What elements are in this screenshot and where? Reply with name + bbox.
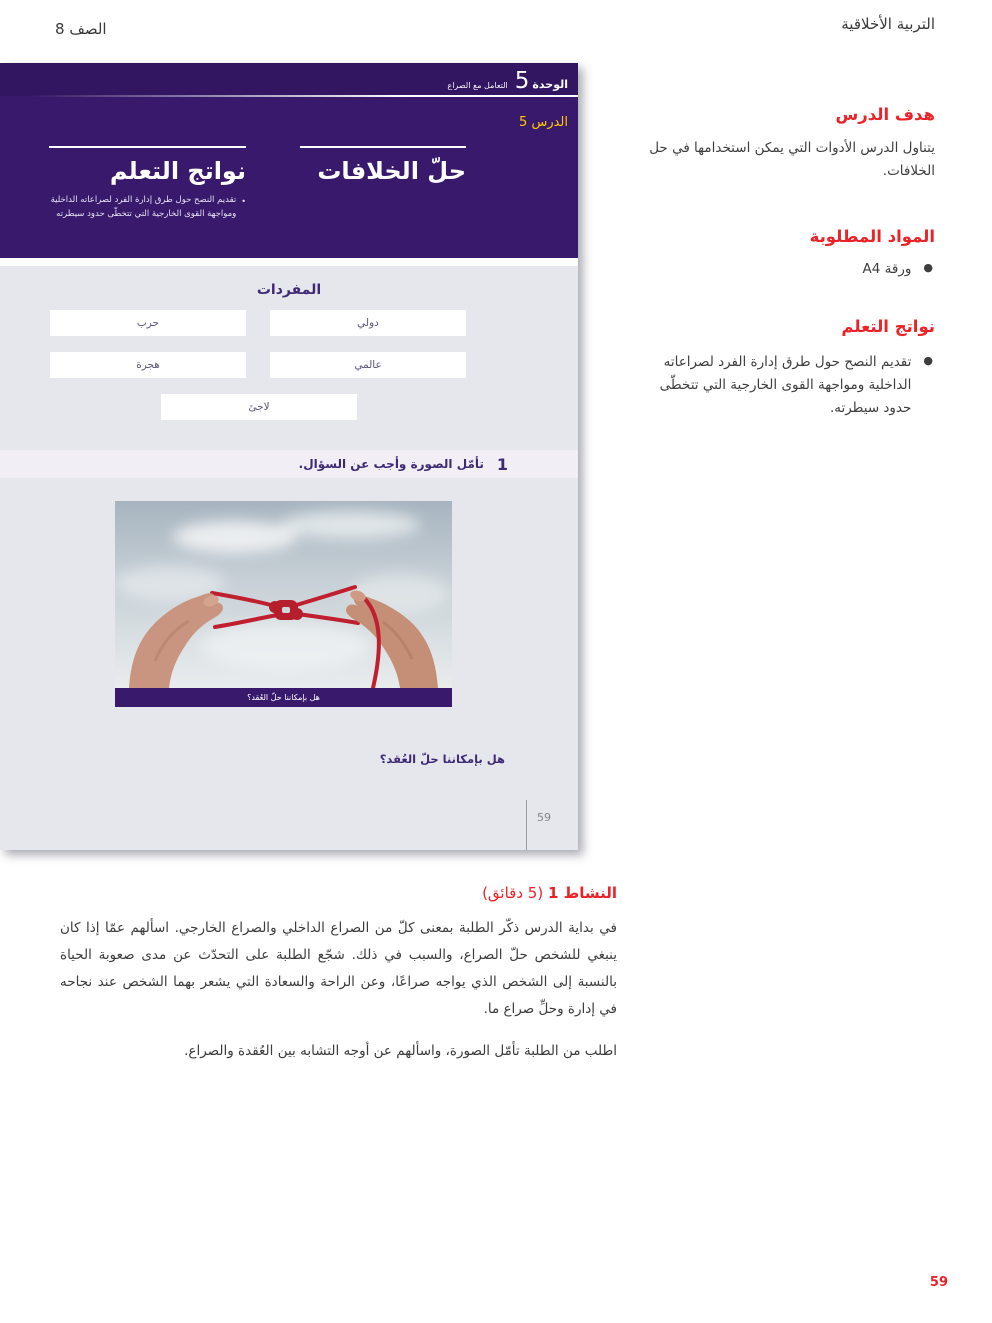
activity-paragraph: في بداية الدرس ذكّر الطلبة بمعنى كلّ من الصراع الداخلي والصراع الخارجي. اسألهم عمّا إذا كان ينبغي للشخص حلّ الصراع، والسبب في ذلك. شجّع الطلبة على التحدّث عن مدى صعوبة الحياة بالنسبة إلى الشخص الذي يواجه صراعًا، وعن الراحة والسعادة التي يشعر بهما الشخص عند نجاحه في إدارة وحلِّ صراع ما. [60, 920, 617, 1017]
outcomes-title: نواتج التعلم [109, 157, 246, 185]
activity-text: تأمّل الصورة وأجب عن السؤال. [298, 457, 484, 471]
activity-paragraph: اطلب من الطلبة تأمّل الصورة، واسألهم عن أوجه التشابه بين العُقدة والصراع. [184, 1043, 617, 1059]
vocab-word: عالمي [270, 352, 466, 378]
lesson-number: الدرس 5 [519, 115, 568, 130]
photo-caption: هل بإمكاننا حلّ العُقد؟ [115, 688, 452, 707]
vocab-word: دولي [270, 310, 466, 336]
vocabulary-title: المفردات [256, 282, 322, 298]
unit-bar [447, 68, 568, 94]
page-body [0, 266, 578, 850]
header-divider [0, 95, 578, 97]
page-question: هل بإمكاننا حلّ العُقد؟ [379, 752, 505, 766]
lesson-title-column [300, 146, 466, 185]
vocab-word: لاجئ [161, 394, 357, 420]
goal-title: هدف الدرس [835, 105, 935, 124]
lesson-title: حلّ الخلافات [317, 157, 466, 185]
unit-subtitle: التعامل مع الصراع [447, 81, 508, 90]
materials-item-text: ورقة A4 [862, 261, 912, 277]
activity-instruction [0, 450, 578, 478]
outcomes-column [49, 146, 246, 221]
outcomes-bullet-text: تقديم النصح حول طرق إدارة الفرد لصراعاته الداخلية ومواجهة القوى الخارجية التي تتخطّى حدود سيطرته [50, 195, 237, 219]
knot-photo-image [115, 501, 452, 688]
outcomes-item-text: تقديم النصح حول طرق إدارة الفرد لصراعاته الداخلية ومواجهة القوى الخارجية التي تتخطّى حدود سيطرته. [659, 354, 912, 416]
course-title: التربية الأخلاقية [841, 15, 935, 33]
activity-number: 1 [496, 454, 508, 474]
guide-page-number: 59 [929, 1275, 948, 1290]
activity-notes-title [60, 884, 617, 902]
bullet-dot-icon: ● [923, 354, 933, 367]
outcomes-bullet [49, 194, 246, 221]
grade-label: الصف 8 [55, 20, 107, 38]
bullet-dot-icon: ● [923, 261, 933, 274]
vocab-word: حرب [50, 310, 246, 336]
outcomes-sidebar-title: نواتج التعلم [841, 317, 935, 336]
student-book-page [0, 63, 578, 850]
outcomes-item [637, 351, 933, 420]
activity-notes [60, 884, 617, 1065]
materials-title: المواد المطلوبة [809, 227, 935, 246]
vocab-word: هجرة [50, 352, 246, 378]
student-page-number: 59 [537, 811, 551, 824]
bullet-dot-icon: • [241, 197, 246, 206]
activity-notes-title-duration: (5 دقائق) [482, 884, 548, 902]
materials-item [637, 258, 933, 281]
unit-label: الوحدة [532, 78, 568, 91]
unit-number: 5 [514, 68, 530, 94]
folio-rule [526, 800, 527, 850]
goal-body: يتناول الدرس الأدوات التي يمكن استخدامها في حل الخلافات. [649, 140, 935, 179]
lesson-header [0, 63, 578, 258]
knot-photo [115, 501, 452, 707]
activity-notes-title-bold: النشاط 1 [547, 884, 617, 902]
